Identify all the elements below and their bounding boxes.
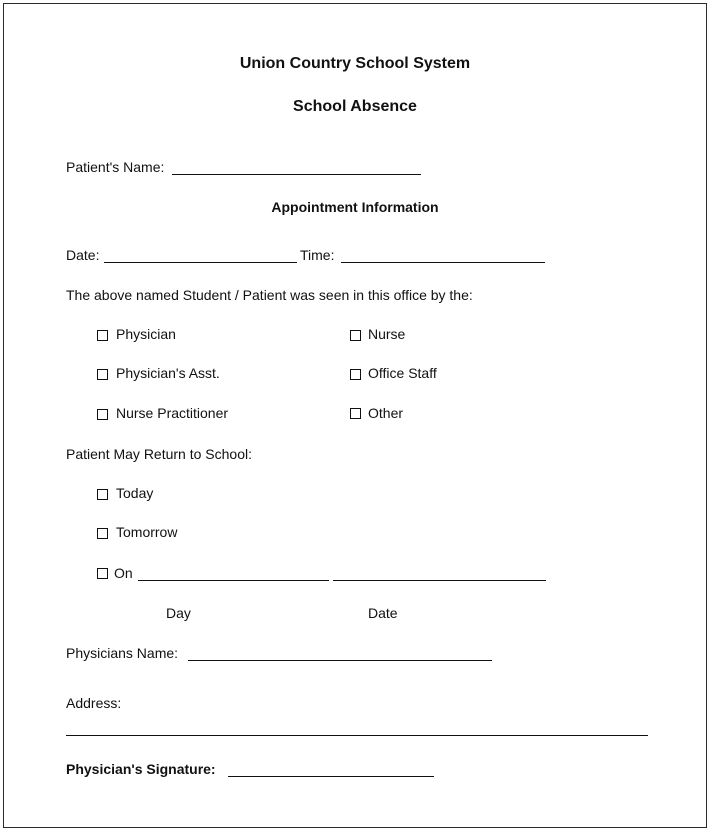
physicians-asst-option-label: Physician's Asst.: [116, 365, 220, 381]
tomorrow-checkbox[interactable]: [97, 528, 108, 539]
today-option-label: Today: [116, 485, 154, 501]
return-prompt: Patient May Return to School:: [66, 446, 252, 462]
physician-name-label: Physicians Name:: [66, 645, 179, 661]
org-title: Union Country School System: [239, 55, 471, 72]
return-date-field[interactable]: [333, 580, 546, 581]
seen-by-prompt: The above named Student / Patient was seen in this office by the:: [66, 287, 473, 303]
form-title: School Absence: [293, 98, 417, 115]
physician-checkbox[interactable]: [97, 330, 108, 341]
nurse-practitioner-checkbox[interactable]: [97, 409, 108, 420]
on-checkbox[interactable]: [97, 568, 108, 579]
return-day-field[interactable]: [138, 580, 329, 581]
patient-name-field[interactable]: [172, 174, 421, 175]
physicians-asst-checkbox[interactable]: [97, 369, 108, 380]
nurse-practitioner-option-label: Nurse Practitioner: [116, 405, 229, 421]
office-staff-checkbox[interactable]: [350, 369, 361, 380]
nurse-checkbox[interactable]: [350, 330, 361, 341]
time-label: Time:: [300, 247, 335, 263]
on-option-label: On: [114, 565, 133, 581]
signature-field[interactable]: [228, 776, 434, 777]
signature-label: Physician's Signature:: [66, 761, 216, 777]
office-staff-option-label: Office Staff: [368, 365, 437, 381]
date-caption: Date: [368, 605, 398, 621]
tomorrow-option-label: Tomorrow: [116, 524, 178, 540]
physician-name-field[interactable]: [188, 660, 492, 661]
date-label: Date:: [66, 247, 100, 263]
other-option-label: Other: [368, 405, 404, 421]
address-label: Address:: [66, 695, 122, 711]
patient-name-label: Patient's Name:: [66, 159, 165, 175]
physician-option-label: Physician: [116, 326, 176, 342]
date-field[interactable]: [104, 262, 297, 263]
nurse-option-label: Nurse: [368, 326, 406, 342]
address-field[interactable]: [66, 735, 648, 736]
day-caption: Day: [166, 605, 191, 621]
appointment-section-title: Appointment Information: [271, 199, 439, 215]
other-checkbox[interactable]: [350, 408, 361, 419]
absence-form-page: [3, 3, 707, 828]
today-checkbox[interactable]: [97, 489, 108, 500]
time-field[interactable]: [341, 262, 545, 263]
